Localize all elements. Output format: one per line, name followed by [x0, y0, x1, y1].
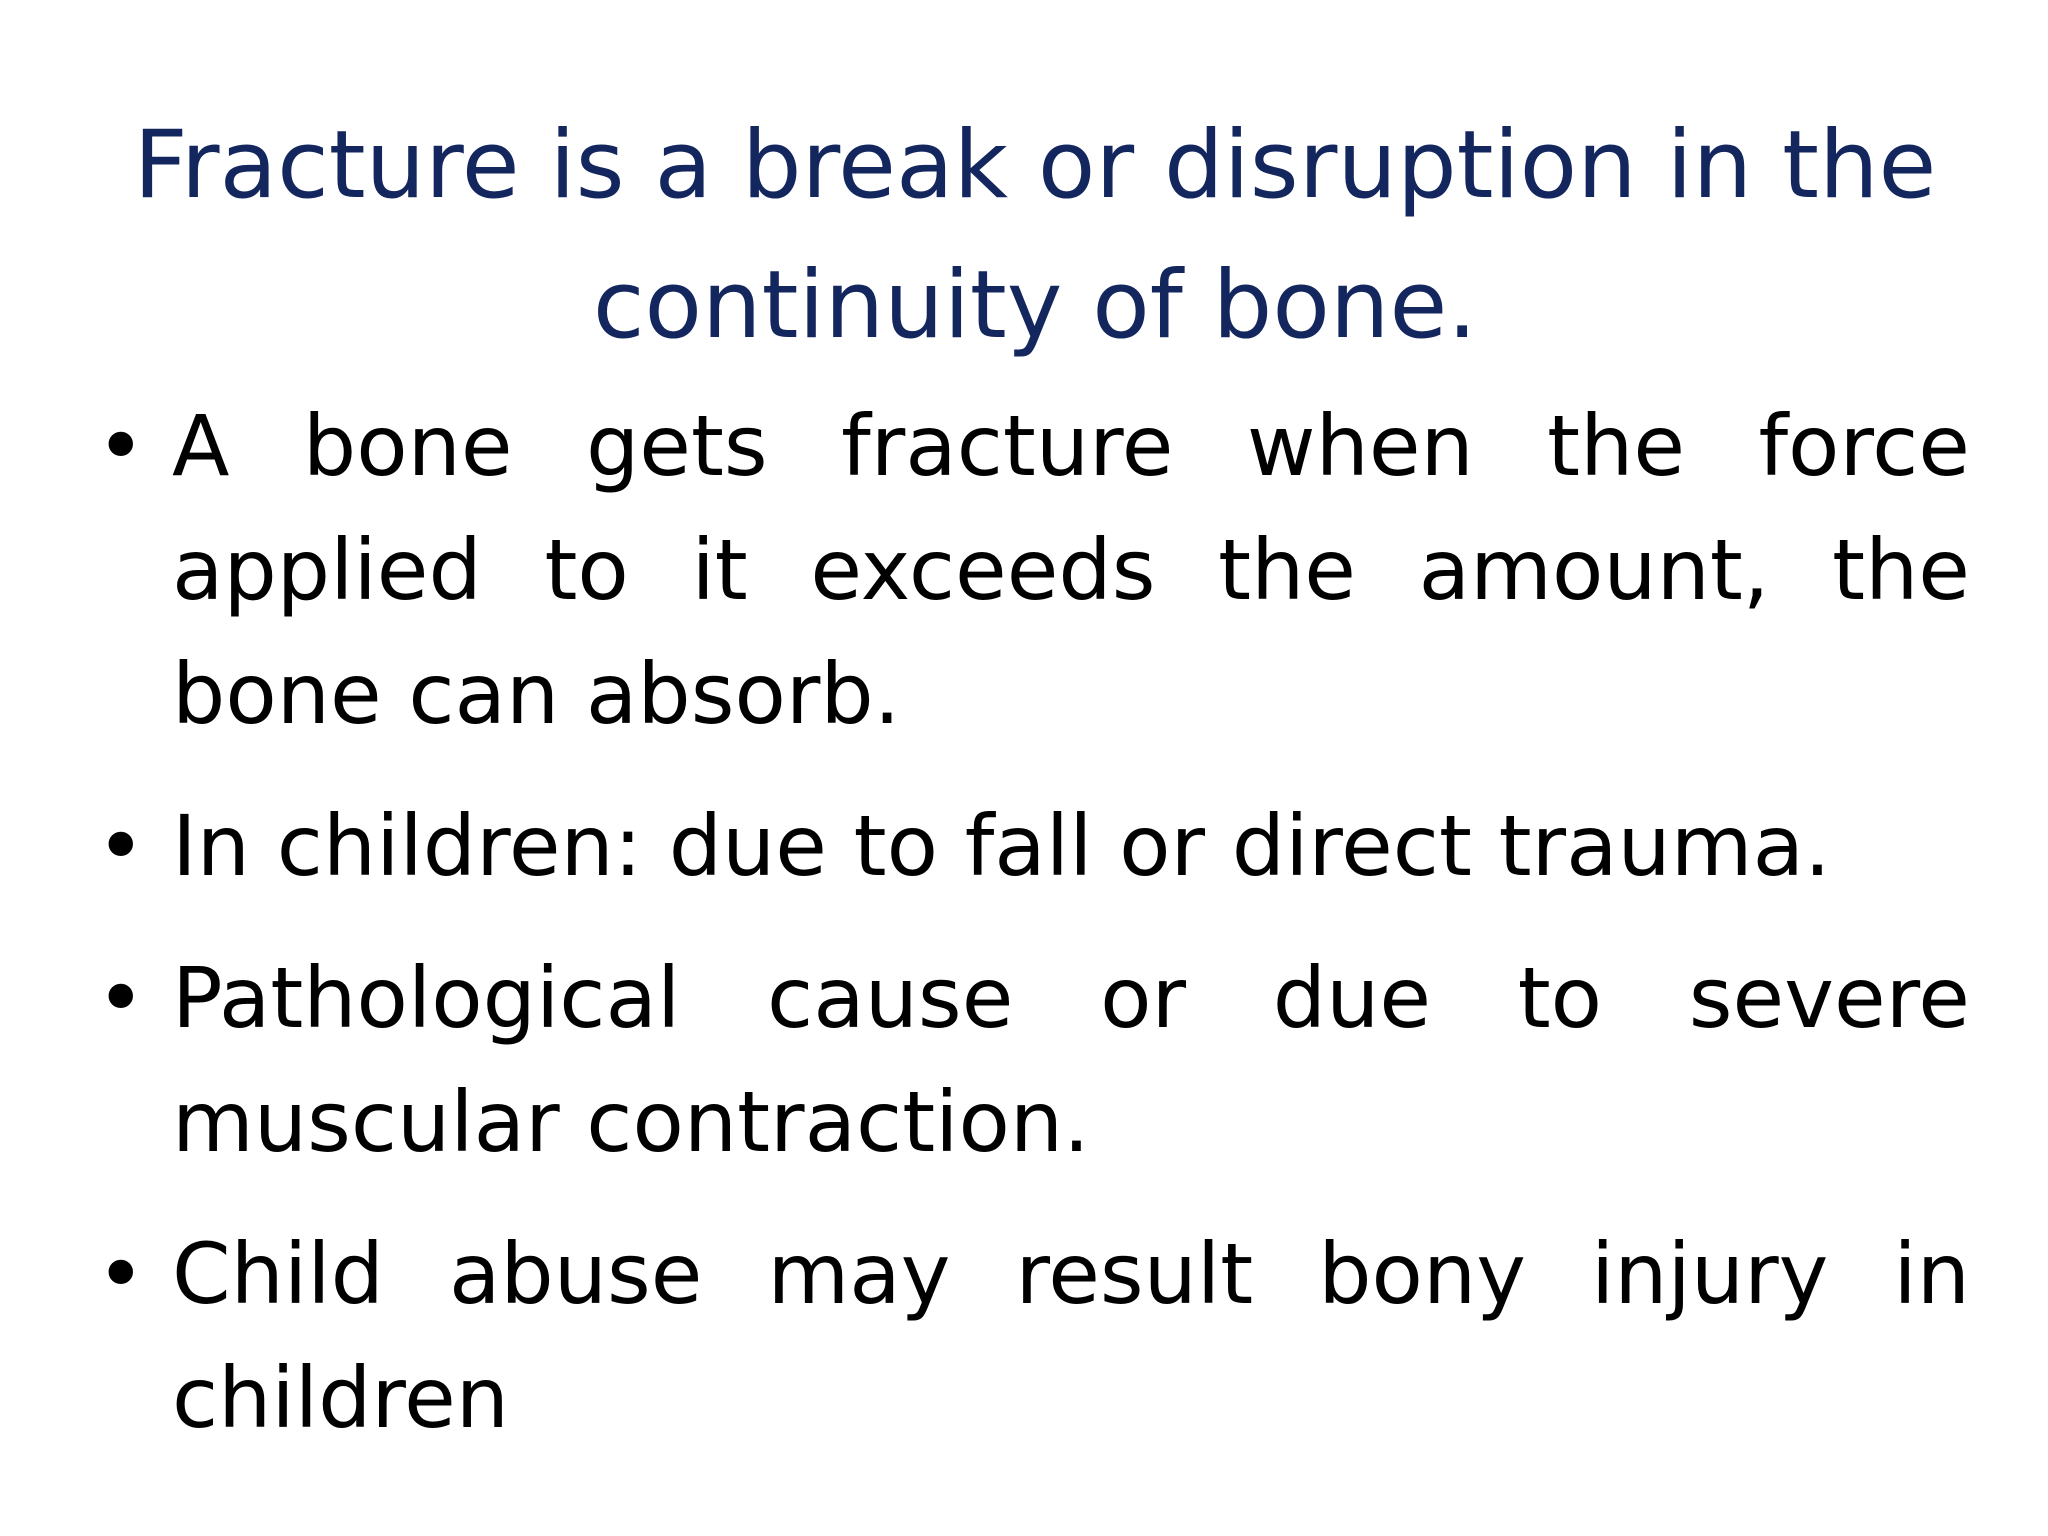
bullet-item-child-abuse: [90, 1212, 1970, 1460]
bullet-dot: •: [96, 1225, 146, 1323]
bullet-dot: •: [96, 397, 146, 495]
slide-title: Fracture is a break or disruption in the continuity of bone.: [133, 111, 1937, 360]
bullet-text: In children: due to fall or direct trauma.: [172, 797, 1831, 895]
bullet-item-force: [90, 384, 1970, 756]
bullet-item-children-cause: [90, 784, 1970, 908]
bullet-list: [90, 384, 1970, 1488]
bullet-dot: •: [96, 949, 146, 1047]
bullet-text: A bone gets fracture when the force applied to it exceeds the amount, the bone can absorb.: [172, 397, 1970, 743]
bullet-dot: •: [96, 797, 146, 895]
bullet-text: Pathological cause or due to severe muscular contraction.: [172, 949, 1970, 1171]
bullet-text: Child abuse may result bony injury in children: [172, 1225, 1970, 1447]
bullet-item-pathological: [90, 936, 1970, 1184]
